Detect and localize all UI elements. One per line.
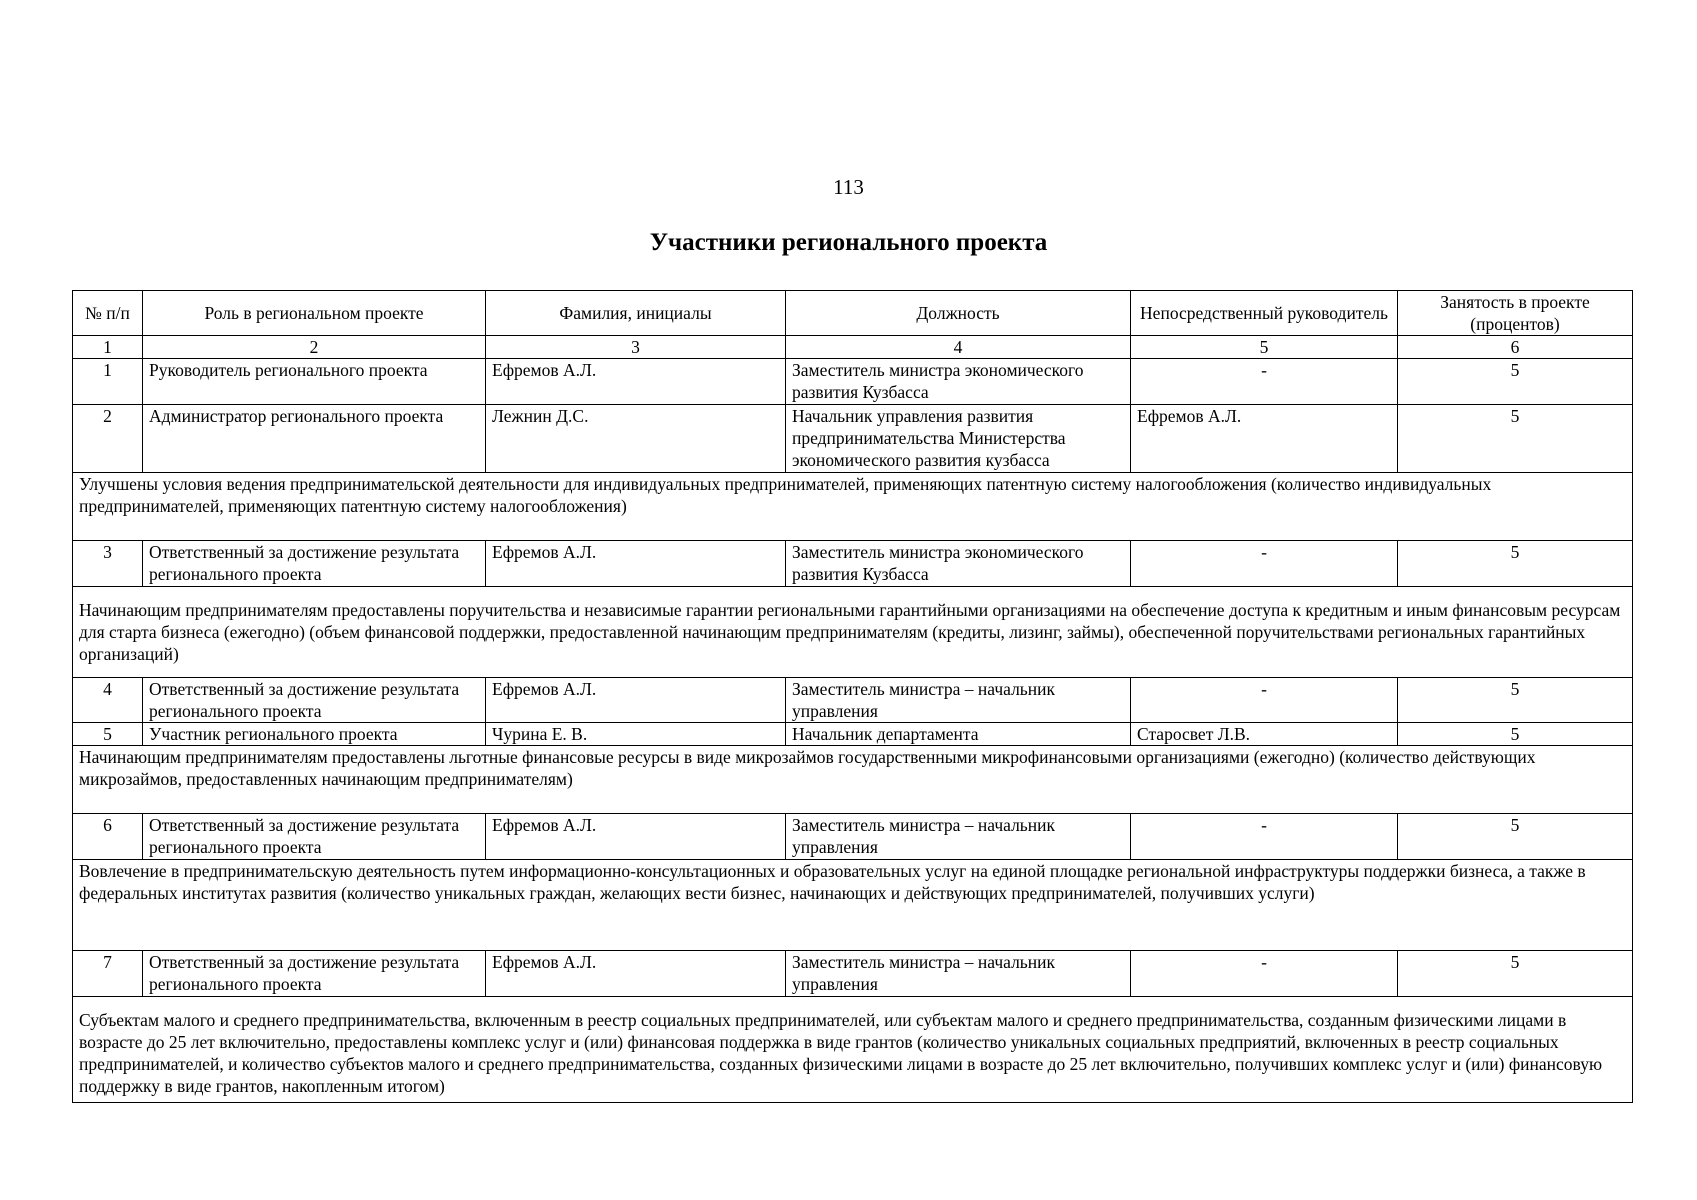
page-number: 113: [833, 175, 864, 199]
column-number: 4: [786, 336, 1131, 359]
row-number: 4: [73, 678, 143, 723]
row-position: Заместитель министра – начальник управления: [786, 678, 1131, 723]
result-row: [73, 860, 1633, 951]
column-number: 6: [1398, 336, 1633, 359]
row-manager: -: [1131, 359, 1398, 405]
header-name: Фамилия, инициалы: [486, 291, 786, 336]
row-position: Заместитель министра – начальник управления: [786, 951, 1131, 997]
result-description: Вовлечение в предпринимательскую деятельность путем информационно-консультационных и образовательных услуг на единой площадке региональной инфраструктуры поддержки бизнеса, а также в федеральных институтах развития (количество уникальных граждан, желающих вести бизнес, начинающих и действующих предпринимателей, получивших услуги): [73, 860, 1633, 951]
table-row: [73, 405, 1633, 473]
document-title: Участники регионального проекта: [649, 229, 1048, 256]
table-header-row: [73, 291, 1633, 336]
table-row: [73, 678, 1633, 723]
row-share: 5: [1398, 541, 1633, 587]
table-row: [73, 951, 1633, 997]
row-role: Администратор регионального проекта: [143, 405, 486, 473]
row-role: Руководитель регионального проекта: [143, 359, 486, 405]
row-name: Ефремов А.Л.: [486, 541, 786, 587]
row-manager: Ефремов А.Л.: [1131, 405, 1398, 473]
row-name: Ефремов А.Л.: [486, 951, 786, 997]
result-row: [73, 587, 1633, 678]
row-role: Ответственный за достижение результата регионального проекта: [143, 951, 486, 997]
row-share: 5: [1398, 814, 1633, 860]
row-number: 6: [73, 814, 143, 860]
row-role: Ответственный за достижение результата регионального проекта: [143, 678, 486, 723]
result-row: [73, 746, 1633, 814]
row-manager: -: [1131, 541, 1398, 587]
row-name: Лежнин Д.С.: [486, 405, 786, 473]
table-row: [73, 814, 1633, 860]
row-name: Чурина Е. В.: [486, 723, 786, 746]
row-number: 7: [73, 951, 143, 997]
row-position: Заместитель министра – начальник управления: [786, 814, 1131, 860]
result-description: Начинающим предпринимателям предоставлены поручительства и независимые гарантии региональными гарантийными организациями на обеспечение доступа к кредитным и иным финансовым ресурсам для старта бизнеса (ежегодно) (объем финансовой поддержки, предоставленной начинающим предпринимателям (кредиты, лизинг, займы), обеспеченной поручительствами региональных гарантийных организаций): [73, 587, 1633, 678]
table-row: [73, 359, 1633, 405]
row-manager: -: [1131, 678, 1398, 723]
result-description: Улучшены условия ведения предпринимательской деятельности для индивидуальных предпринимателей, применяющих патентную систему налогообложения (количество индивидуальных предпринимателей, применяющих патентную систему налогообложения): [73, 473, 1633, 541]
row-name: Ефремов А.Л.: [486, 814, 786, 860]
column-number: 5: [1131, 336, 1398, 359]
row-role: Ответственный за достижение результата регионального проекта: [143, 814, 486, 860]
row-role: Участник регионального проекта: [143, 723, 486, 746]
participants-table: [72, 290, 1633, 1103]
row-number: 1: [73, 359, 143, 405]
row-number: 3: [73, 541, 143, 587]
row-position: Начальник департамента: [786, 723, 1131, 746]
row-position: Заместитель министра экономического развития Кузбасса: [786, 359, 1131, 405]
result-description: Начинающим предпринимателям предоставлены льготные финансовые ресурсы в виде микрозаймов государственными микрофинансовыми организациями (ежегодно) (количество действующих микрозаймов, предоставленных начинающим предпринимателям): [73, 746, 1633, 814]
table-row: [73, 723, 1633, 746]
result-description: Субъектам малого и среднего предпринимательства, включенным в реестр социальных предпринимателей, или субъектам малого и среднего предпринимательства, созданным физическими лицами в возрасте до 25 лет включительно, предоставлены комплекс услуг и (или) финансовая поддержка в виде грантов (количество уникальных социальных предприятий, включенных в реестр социальных предпринимателей, и количество субъектов малого и среднего предпринимательства, созданных физическими лицами в возрасте до 25 лет включительно, получивших комплекс услуг и (или) финансовую поддержку в виде грантов, накопленным итогом): [73, 997, 1633, 1103]
row-name: Ефремов А.Л.: [486, 359, 786, 405]
header-number: № п/п: [73, 291, 143, 336]
row-share: 5: [1398, 951, 1633, 997]
row-role: Ответственный за достижение результата регионального проекта: [143, 541, 486, 587]
column-number: 1: [73, 336, 143, 359]
column-number: 3: [486, 336, 786, 359]
header-manager: Непосредственный руководитель: [1131, 291, 1398, 336]
row-manager: Старосвет Л.В.: [1131, 723, 1398, 746]
result-row: [73, 997, 1633, 1103]
row-name: Ефремов А.Л.: [486, 678, 786, 723]
column-number: 2: [143, 336, 486, 359]
table-row: [73, 541, 1633, 587]
row-number: 5: [73, 723, 143, 746]
row-manager: -: [1131, 814, 1398, 860]
row-position: Начальник управления развития предпринимательства Министерства экономического развития кузбасса: [786, 405, 1131, 473]
row-position: Заместитель министра экономического развития Кузбасса: [786, 541, 1131, 587]
row-share: 5: [1398, 723, 1633, 746]
column-number-row: [73, 336, 1633, 359]
header-position: Должность: [786, 291, 1131, 336]
row-share: 5: [1398, 405, 1633, 473]
row-manager: -: [1131, 951, 1398, 997]
row-share: 5: [1398, 359, 1633, 405]
header-share: Занятость в проекте (процентов): [1398, 291, 1633, 336]
header-role: Роль в региональном проекте: [143, 291, 486, 336]
result-row: [73, 473, 1633, 541]
row-share: 5: [1398, 678, 1633, 723]
row-number: 2: [73, 405, 143, 473]
